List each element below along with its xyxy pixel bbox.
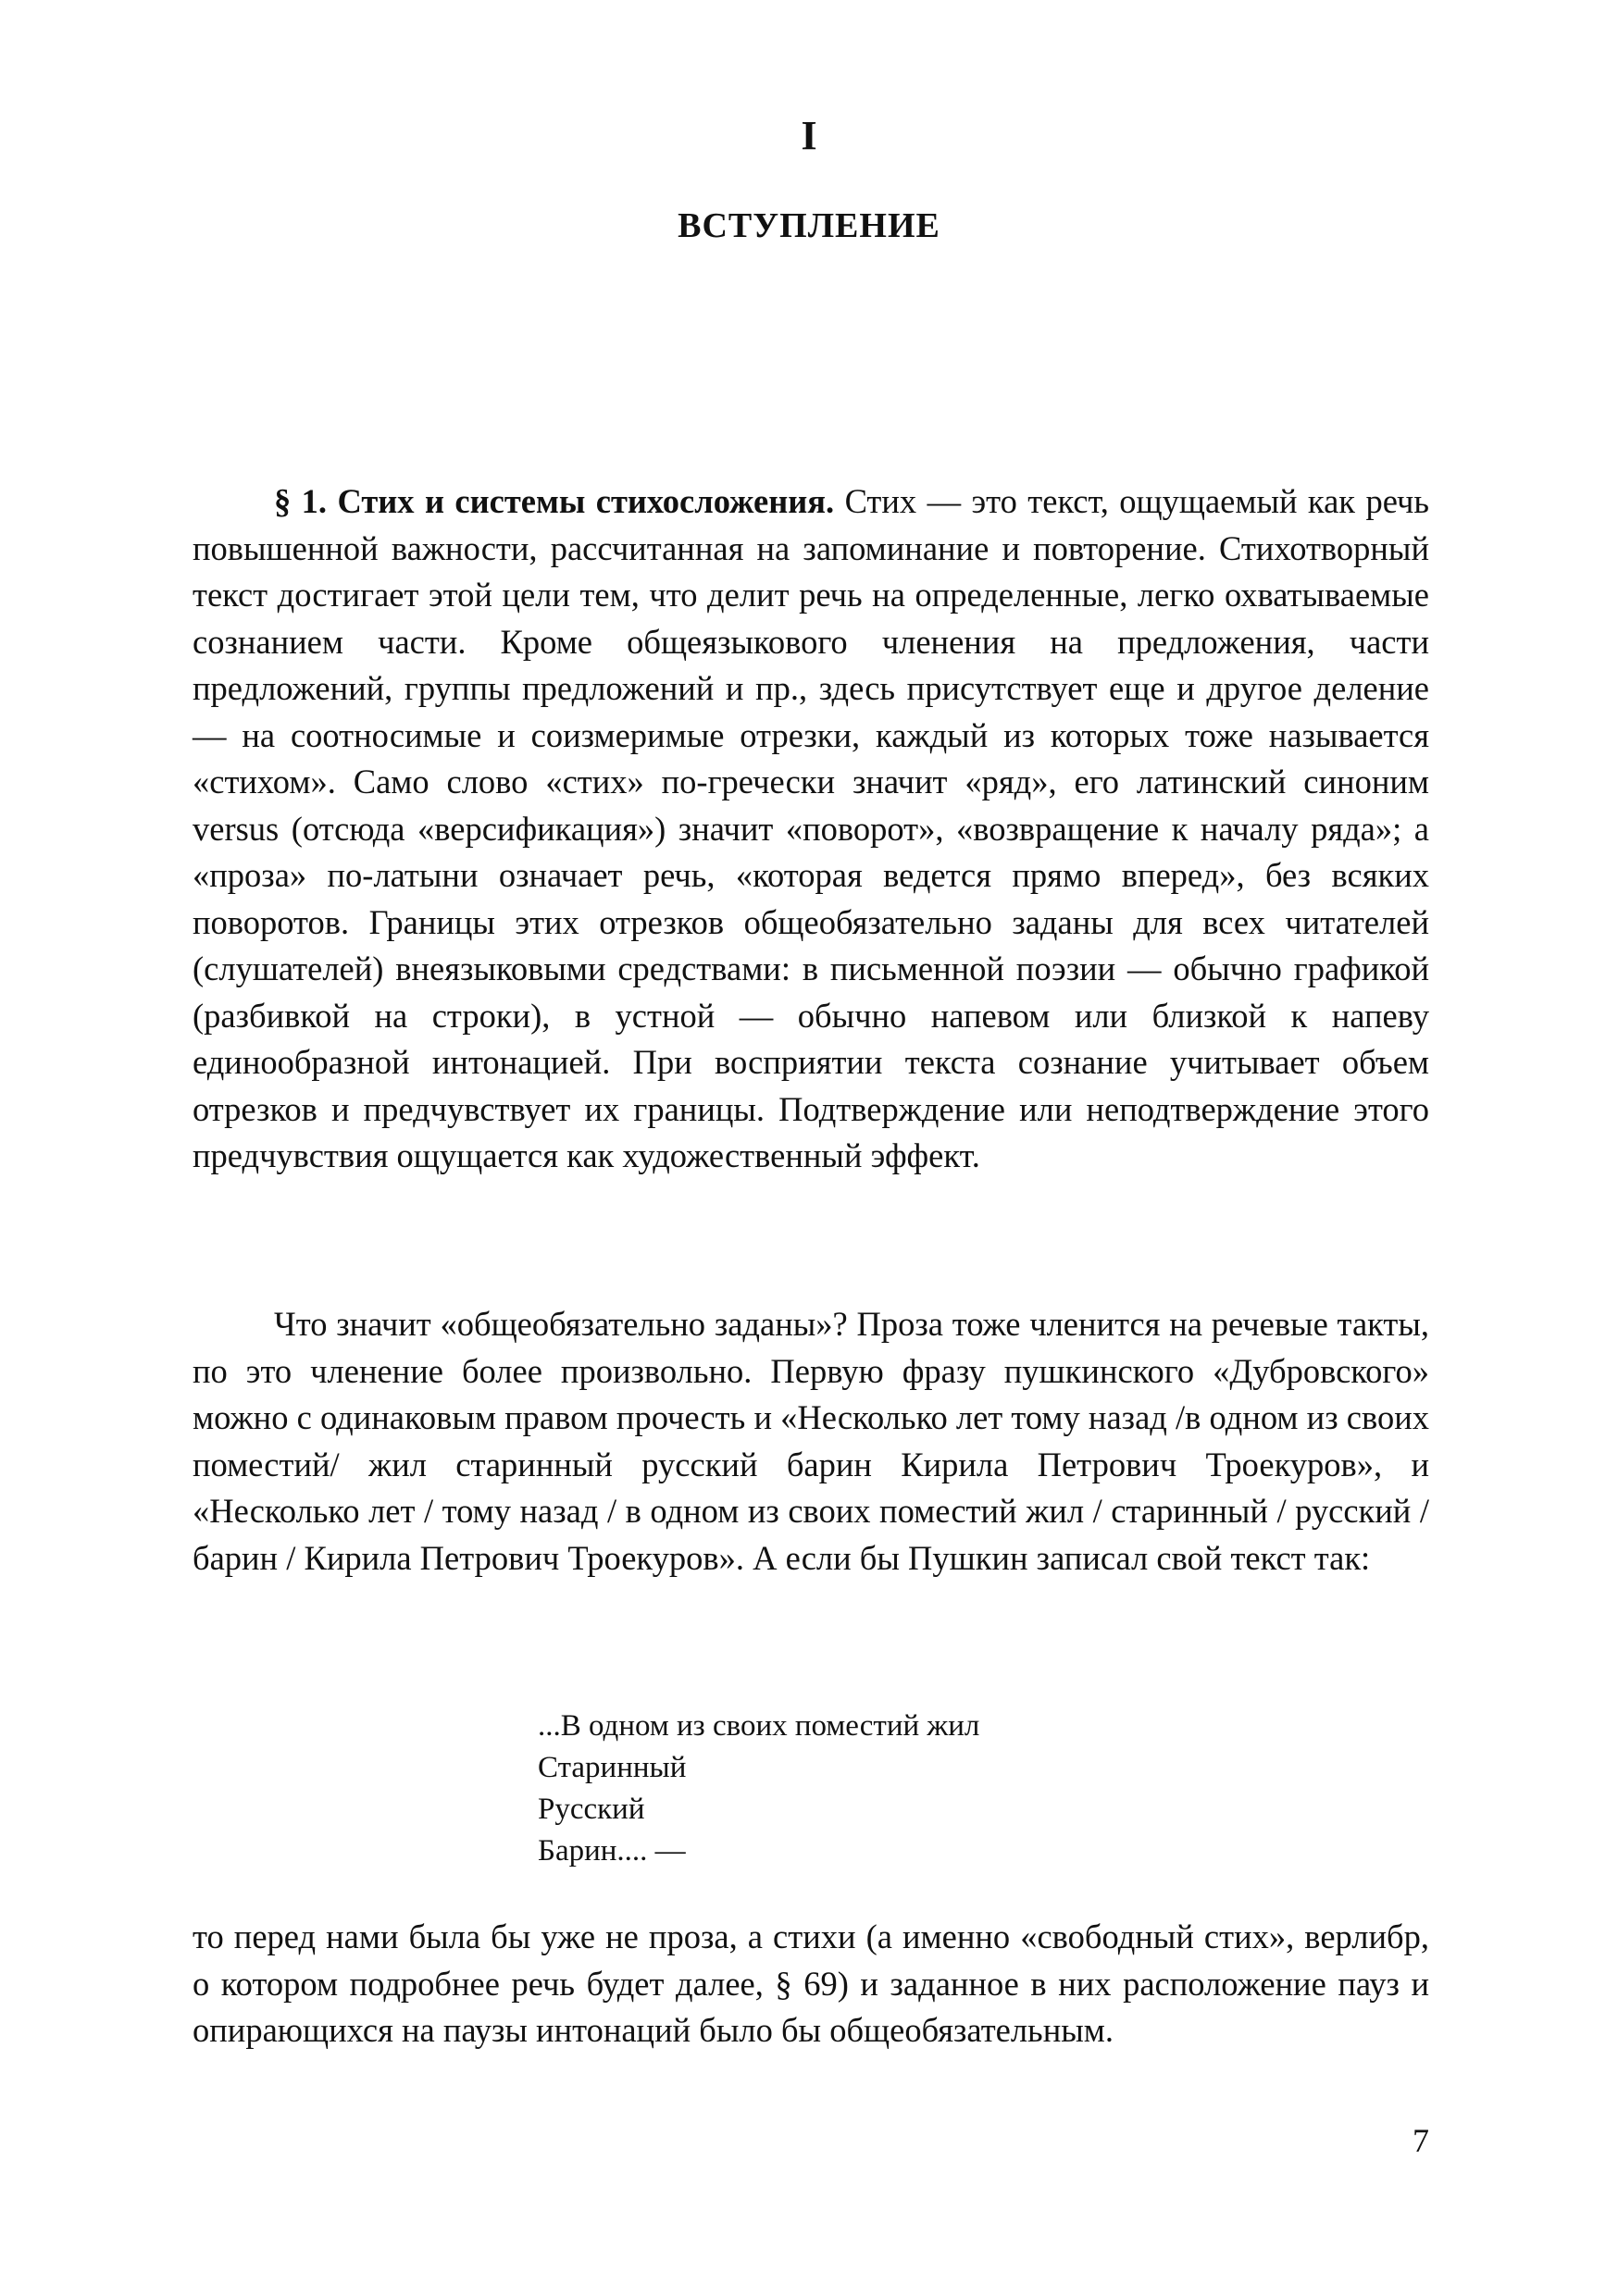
chapter-number: I xyxy=(801,113,817,158)
paragraph-1-text: Стих — это текст, ощущаемый как речь повышенной важности, рассчитанная на запоминание и повторение. Стихотворный текст достигает этой цели тем, что делит речь на определенные, легко охватываемые сознанием части. Кроме общеязыкового членения на предложения, части предложений, группы предложений и пр., здесь присутствует еще и другое деление — на соотносимые и соизмеримые отрезки, каждый из которых тоже называется «стихом». Само слово «стих» по-гречески значит «ряд», его латинский синоним versus (отсюда «версификация») значит «поворот», «возвращение к началу ряда»; а «проза» по-латыни означает речь, «которая ведется прямо вперед», без всяких поворотов. Границы этих отрезков общеобязательно заданы для всех читателей (слушателей) внеязыковыми средствами: в письменной поэзии — обычно графикой (разбивкой на строки), в устной — обычно напевом или близкой к напеву единообразной интонацией. При восприятии текста сознание учитывает объем отрезков и предчувствует их границы. Подтверждение или неподтверждение этого предчувствия ощущается как художественный эффект. xyxy=(193,482,1429,1174)
chapter-title: ВСТУПЛЕНИЕ xyxy=(678,206,940,245)
paragraph-2: Что значит «общеобязательно заданы»? Проза тоже членится на речевые такты, по это членение более произвольно. Первую фразу пушкинского «Дубровского» можно с одинаковым правом прочесть и «Несколько лет тому назад /в одном из своих поместий/ жил старинный русский барин Кирила Петрович Троекуров», и «Несколько лет / тому назад / в одном из своих поместий жил / старинный / русский / барин / Кирила Петрович Троекуров». А если бы Пушкин записал свой текст так: xyxy=(193,1305,1429,1577)
section-heading: § 1. Стих и системы стихосложения. xyxy=(274,482,835,520)
verse-line: Барин.... — xyxy=(538,1834,686,1868)
verse-line: ...В одном из своих поместий жил xyxy=(538,1709,980,1743)
verse-line: Старинный xyxy=(538,1751,687,1784)
paragraph-1 xyxy=(193,478,1429,1180)
verse-line: Русский xyxy=(538,1793,645,1826)
paragraph-3: то перед нами была бы уже не проза, а стихи (а именно «свободный стих», верлибр, о котором подробнее речь будет далее, § 69) и заданное в них расположение пауз и опирающихся на паузы интонаций было бы общеобязательным. xyxy=(193,1917,1429,2049)
verse-quotation xyxy=(538,1706,979,1872)
page-number: 7 xyxy=(1413,2122,1429,2159)
